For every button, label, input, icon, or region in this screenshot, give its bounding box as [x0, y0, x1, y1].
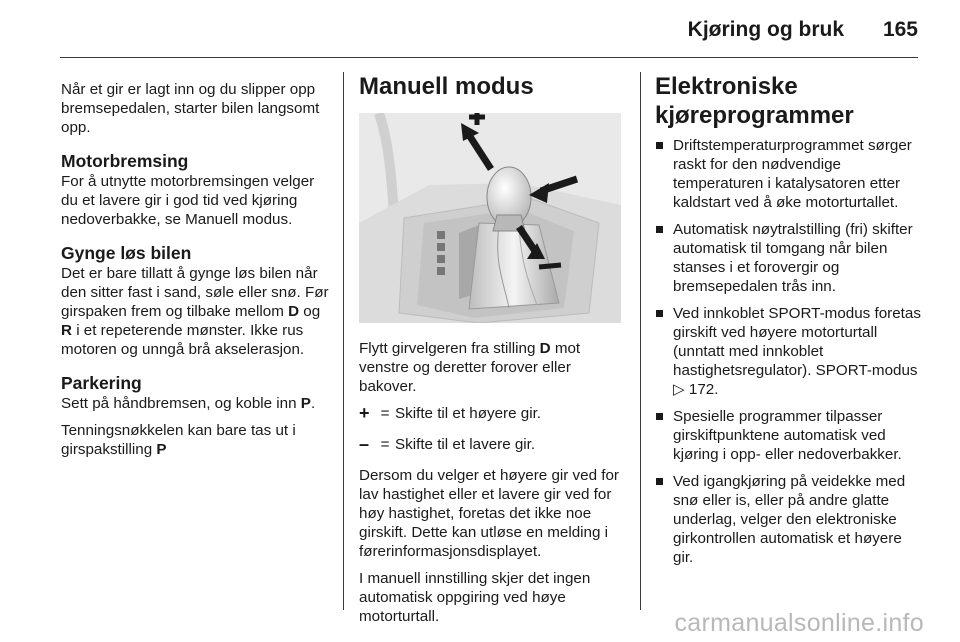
header-title: Kjøring og bruk	[687, 18, 844, 41]
column-divider-2	[640, 72, 641, 610]
gear-selector-drawing	[359, 113, 621, 323]
list-item	[655, 407, 923, 464]
bullet-icon	[656, 142, 663, 149]
header-rule	[60, 57, 918, 58]
list-item-text: Spesielle programmer tilpasser girskiftpunktene automatisk ved kjøring i opp- eller nedoverbakker.	[673, 408, 902, 463]
manual-para-2: I manuell innstilling skjer det ingen automatisk oppgiring ved høye motorturtall.	[359, 570, 591, 625]
page-header	[0, 0, 960, 58]
minus-icon: –	[359, 434, 370, 454]
parkering-text-a: Sett på håndbremsen, og koble inn	[61, 395, 301, 412]
heading-gynge: Gynge løs bilen	[61, 243, 192, 263]
heading-manuell-modus: Manuell modus	[359, 73, 534, 100]
downshift-text: Skifte til et lavere gir.	[395, 436, 536, 453]
bullet-icon	[656, 478, 663, 485]
definition-upshift	[359, 404, 625, 423]
plus-icon: +	[359, 403, 370, 423]
watermark: carmanualsonline.info	[674, 609, 924, 637]
gynge-text	[61, 264, 329, 359]
list-item	[655, 136, 923, 212]
gear-p-label: P	[300, 395, 311, 412]
heading-parkering: Parkering	[61, 373, 142, 393]
list-item	[655, 472, 923, 567]
instruction-text	[359, 339, 625, 396]
equals-sign: =	[380, 405, 390, 422]
bullet-icon	[656, 413, 663, 420]
list-item-text: Ved igangkjøring på veidekke med snø eller is, eller på andre glatte underlag, velger den elektroniske girkontrollen automatisk et høyere gir.	[673, 473, 906, 566]
gear-selector-illustration	[359, 113, 621, 323]
gear-p2-label: P	[156, 441, 167, 458]
gear-d-label: D	[288, 303, 300, 320]
list-item	[655, 304, 923, 399]
upshift-text: Skifte til et høyere gir.	[395, 405, 542, 422]
parkering-text	[61, 394, 329, 413]
column-3	[655, 72, 923, 575]
instruction-text-a: Flytt girvelgeren fra stilling	[359, 340, 540, 357]
list-item-text: Ved innkoblet SPORT-modus foretas girskift ved høyere motorturtall (unntatt med innkoblet hastighetsregulator). SPORT-modus ▷ 172.	[673, 305, 921, 398]
gynge-text-b: og	[299, 303, 321, 320]
gear-d-label-2: D	[539, 340, 551, 357]
intro-paragraph: Når et gir er lagt inn og du slipper opp bremsepedalen, starter bilen langsomt opp.	[61, 81, 320, 136]
bullet-icon	[656, 226, 663, 233]
column-2	[359, 72, 625, 634]
page-number: 165	[882, 18, 918, 41]
parkering-text-b: .	[310, 395, 316, 412]
column-divider-1	[343, 72, 344, 610]
gynge-text-c: i et repeterende mønster. Ikke rus motoren og unngå brå akselerasjon.	[61, 322, 305, 358]
gear-r-label: R	[61, 322, 72, 339]
list-item	[655, 220, 923, 296]
parkering-text-2	[61, 421, 329, 459]
gynge-text-a: Det er bare tillatt å gynge løs bilen når den sitter fast i sand, søle eller snø. Før girspaken frem og tilbake mellom	[61, 265, 329, 320]
parkering-text2-a: Tenningsnøkkelen kan bare tas ut i girspakstilling	[61, 422, 296, 458]
list-item-text: Automatisk nøytralstilling (fri) skifter automatisk til tomgang når bilen stanses i et forovergir og bremsepedalen trås inn.	[673, 221, 913, 295]
instruction-text-b: mot venstre og deretter forover eller bakover.	[359, 340, 581, 395]
bullet-icon	[656, 310, 663, 317]
manual-para-1: Dersom du velger et høyere gir ved for lav hastighet eller et lavere gir ved for høy hastighet, foretas det ikke noe girskift. Dette kan utløse en melding i førerinformasjonsdisplayet.	[359, 467, 619, 560]
definition-downshift	[359, 435, 625, 454]
motorbremsing-text: For å utnytte motorbremsingen velger du et lavere gir i god tid ved kjøring nedoverbakke, se Manuell modus.	[61, 173, 315, 228]
program-list	[655, 136, 923, 567]
heading-motorbremsing: Motorbremsing	[61, 151, 189, 171]
list-item-text: Driftstemperaturprogrammet sørger raskt for den nødvendige temperaturen i katalysatoren etter kaldstart ved å øke motorturtallet.	[673, 137, 912, 211]
column-1	[61, 80, 329, 467]
equals-sign: =	[380, 436, 390, 453]
heading-kjoreprogrammer: Elektroniske kjøreprogrammer	[655, 73, 854, 129]
